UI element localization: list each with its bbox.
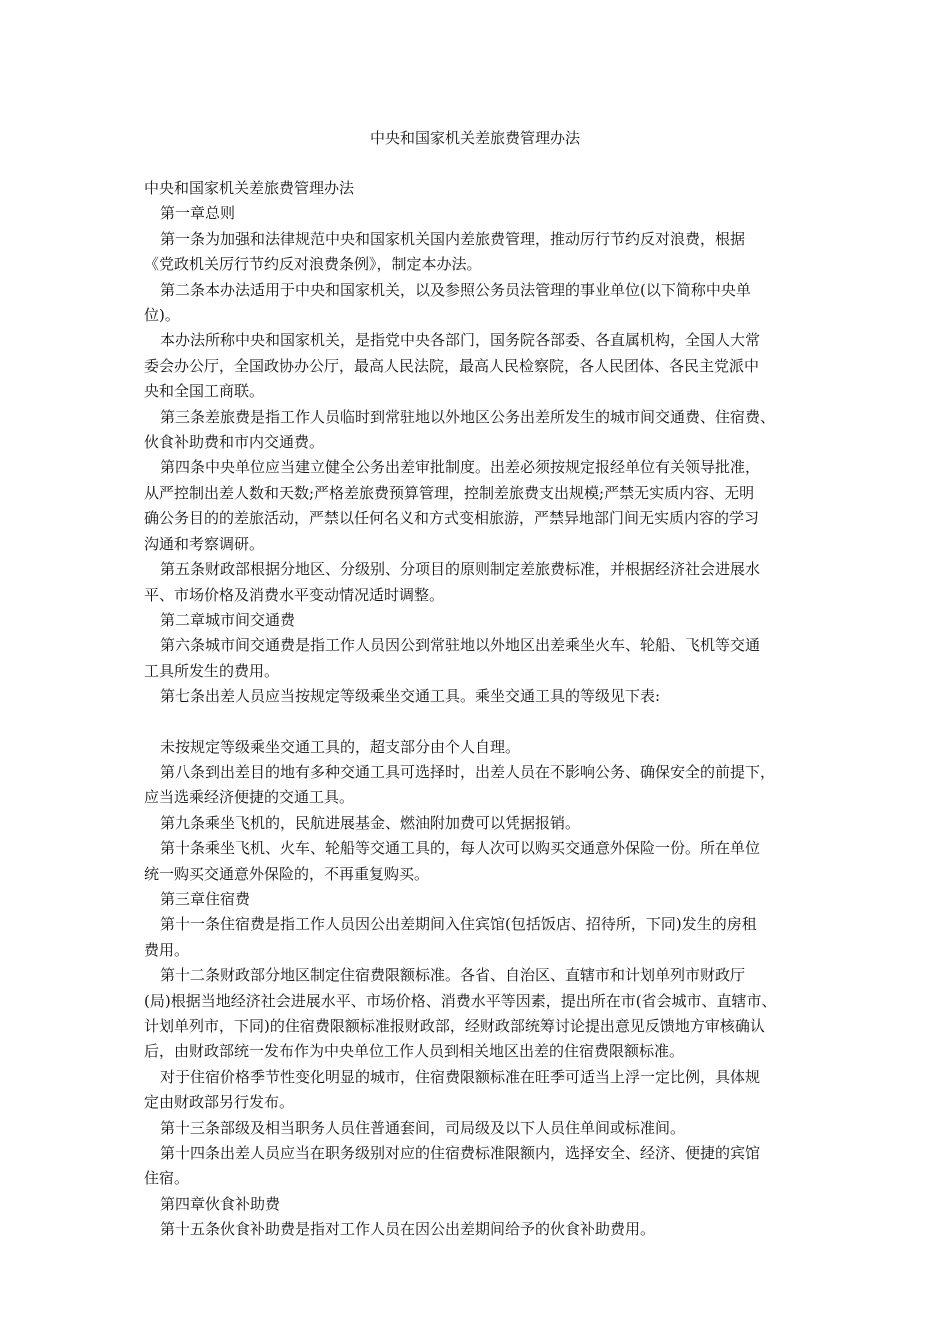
- text-line: 第一条为加强和法律规范中央和国家机关国内差旅费管理，推动厉行节约反对浪费，根据: [160, 229, 746, 248]
- text-line: 未按规定等级乘坐交通工具的，超支部分由个人自理。: [160, 737, 521, 756]
- document-title: 中央和国家机关差旅费管理办法: [369, 129, 580, 147]
- text-line: 央和全国工商联。: [144, 382, 265, 401]
- text-line: 统一购买交通意外保险的，不再重复购买。: [144, 864, 430, 883]
- text-line: 第十二条财政部分地区制定住宿费限额标准。各省、自治区、直辖市和计划单列市财政厅: [160, 966, 746, 985]
- document-body: [144, 176, 808, 1243]
- text-line: 后，由财政部统一发布作为中央单位工作人员到相关地区出差的住宿费限额标准。: [144, 1042, 685, 1061]
- text-line: 确公务目的的差旅活动，严禁以任何名义和方式变相旅游，严禁异地部门间无实质内容的学习: [144, 509, 760, 528]
- text-line: 第六条城市间交通费是指工作人员因公到常驻地以外地区出差乘坐火车、轮船、飞机等交通: [160, 636, 761, 655]
- text-line: 第八条到出差目的地有多种交通工具可选择时，出差人员在不影响公务、确保安全的前提下，: [160, 762, 776, 781]
- text-line: 第九条乘坐飞机的，民航进展基金、燃油附加费可以凭据报销。: [160, 813, 581, 832]
- text-line: 第二章城市间交通费: [160, 610, 296, 629]
- text-line: 沟通和考察调研。: [144, 534, 265, 553]
- text-line: 位)。: [144, 306, 180, 325]
- text-line: 伙食补助费和市内交通费。: [144, 433, 325, 452]
- text-line: 第十五条伙食补助费是指对工作人员在因公出差期间给予的伙食补助费用。: [160, 1220, 656, 1239]
- text-line: 第四条中央单位应当建立健全公务出差审批制度。出差必须按规定报经单位有关领导批准，: [160, 458, 761, 477]
- text-line: 从严控制出差人数和天数;严格差旅费预算管理，控制差旅费支出规模;严禁无实质内容、无明: [144, 483, 755, 502]
- text-line: 平、市场价格及消费水平变动情况适时调整。: [144, 585, 445, 604]
- text-line: 计划单列市，下同)的住宿费限额标准报财政部，经财政部统筹讨论提出意见反馈地方审核确认: [144, 1017, 765, 1035]
- text-line: 第十条乘坐飞机、火车、轮船等交通工具的，每人次可以购买交通意外保险一份。所在单位: [160, 839, 761, 858]
- text-line: 工具所发生的费用。: [144, 661, 280, 680]
- text-line: 费用。: [144, 940, 190, 959]
- text-line: 第七条出差人员应当按规定等级乘坐交通工具。乘坐交通工具的等级见下表:: [160, 687, 661, 706]
- text-line: 第三章住宿费: [160, 889, 251, 908]
- text-line: 第十一条住宿费是指工作人员因公出差期间入住宾馆(包括饭店、招待所，下同)发生的房租: [160, 915, 757, 934]
- text-line: (局)根据当地经济社会进展水平、市场价格、消费水平等因素，提出所在市(省会城市、直辖市、: [144, 991, 777, 1010]
- text-line: 第十四条出差人员应当在职务级别对应的住宿费标准限额内，选择安全、经济、便捷的宾馆: [160, 1144, 761, 1163]
- text-line: 第四章伙食补助费: [160, 1194, 281, 1213]
- blank-line: [144, 710, 808, 735]
- text-line: 委会办公厅，全国政协办公厅，最高人民法院，最高人民检察院，各人民团体、各民主党派中: [144, 356, 760, 375]
- text-line: 住宿。: [144, 1169, 190, 1188]
- text-line: 第二条本办法适用于中央和国家机关，以及参照公务员法管理的事业单位(以下简称中央单: [160, 280, 751, 299]
- text-line: 第一章总则: [160, 204, 236, 223]
- text-line: 第三条差旅费是指工作人员临时到常驻地以外地区公务出差所发生的城市间交通费、住宿费、: [160, 407, 776, 426]
- text-line: 本办法所称中央和国家机关，是指党中央各部门，国务院各部委、各直属机构，全国人大常: [160, 331, 761, 350]
- text-line: 中央和国家机关差旅费管理办法: [144, 179, 355, 197]
- text-line: 定由财政部另行发布。: [144, 1093, 295, 1112]
- text-line: 对于住宿价格季节性变化明显的城市，住宿费限额标准在旺季可适当上浮一定比例，具体规: [160, 1067, 761, 1086]
- text-line: 第五条财政部根据分地区、分级别、分项目的原则制定差旅费标准，并根据经济社会进展水: [160, 560, 761, 579]
- text-line: 应当选乘经济便捷的交通工具。: [144, 788, 355, 807]
- text-line: 第十三条部级及相当职务人员住普通套间，司局级及以下人员住单间或标准间。: [160, 1118, 686, 1137]
- text-line: 《党政机关厉行节约反对浪费条例》，制定本办法。: [144, 255, 482, 274]
